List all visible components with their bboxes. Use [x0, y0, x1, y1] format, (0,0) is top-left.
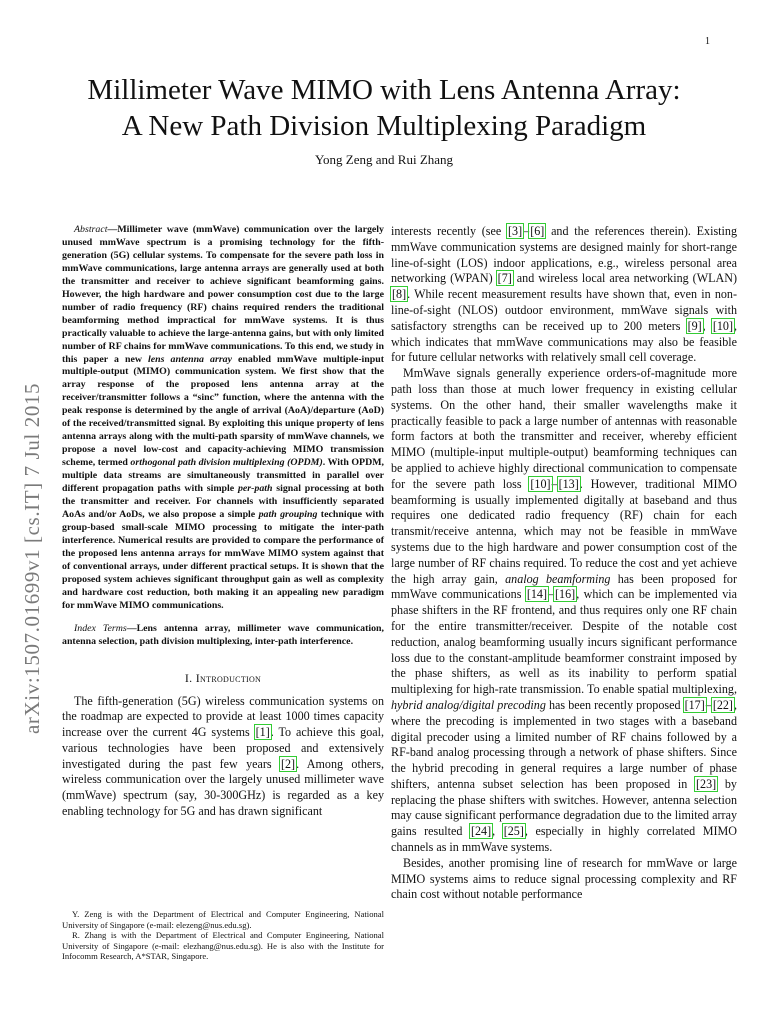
citation-link[interactable]: [17]	[684, 697, 705, 712]
abstract-emphasis: path grouping	[258, 508, 318, 520]
footnote-author-2: R. Zhang is with the Department of Electrical and Computer Engineering, National University of Singapore (e-mail: elezhang@nus.edu.sg). He is also with the Institute for Infocomm Research, A*STAR, Singapore.	[62, 930, 384, 962]
body-text: has been proposed for mmWave communications	[391, 571, 737, 602]
citation-link[interactable]: [10]	[530, 476, 551, 491]
body-text: MmWave signals generally experience orders-of-magnitude more path loss than those at much lower frequency in existing cellular systems. On the other hand, their smaller wavelengths make it practically feasible to pack a large number of antennas with reasonable form factors at both the transmitter and receiver, whereby efficient MIMO (multiple-input multiple-output) beamforming techniques can be applied to achieve highly directional communication to compensate for the severe path loss	[391, 366, 737, 491]
body-text: has been recently proposed	[545, 697, 684, 712]
body-text: by replacing the phase shifters with switches. However, antenna selection may cause significant performance degradation due to the limited array gains resulted	[391, 776, 737, 839]
title-line-1: Millimeter Wave MIMO with Lens Antenna Array:	[87, 74, 681, 106]
citation-link[interactable]: [1]	[255, 725, 270, 740]
citation-link[interactable]: [8]	[392, 287, 407, 302]
citation-link[interactable]: [9]	[687, 318, 702, 333]
citation-link[interactable]: [25]	[503, 824, 524, 839]
author-list: Yong Zeng and Rui Zhang	[314, 152, 454, 167]
intro-paragraph	[62, 694, 384, 820]
index-terms-label: Index Terms	[74, 622, 127, 634]
title-line-2: A New Path Division Multiplexing Paradigm	[121, 110, 647, 142]
abstract-text: technique with group-based small-scale MIMO processing to mitigate the inter-path interference. Numerical results are provided to compare the performance of the proposed lens antenna arrays for mmWave MIMO system against that of conventional arrays, under different practical setups. It is shown that the proposed system achieves significant throughput gain as well as complexity and hardware cost reduction, both making it an appealing new paradigm for mmWave MIMO communications.	[62, 508, 384, 611]
body-text: , where the precoding is implemented in two stages with a baseband digital precoder using a limited number of RF chains followed by a RF-band analog processing through a network of phase shifters. Since the hybrid precoding in general requires a large number of phase shifters, antenna subset selection has been proposed in	[391, 697, 737, 791]
section-heading: I. Introduction	[184, 670, 262, 685]
page-number: 1	[705, 36, 710, 47]
body-text: , which indicates that mmWave communications may also be feasible for future cellular networks with relatively small cell coverage.	[391, 318, 738, 365]
citation-link[interactable]: [7]	[497, 271, 512, 286]
right-column	[391, 224, 737, 903]
emphasis-text: hybrid analog/digital precoding	[391, 697, 546, 712]
body-text: –	[523, 224, 530, 238]
citation-link[interactable]: [22]	[712, 697, 733, 712]
body-text: and wireless local area networking (WLAN)	[512, 271, 737, 286]
abstract-label: Abstract	[74, 224, 108, 235]
body-text: –	[547, 587, 555, 602]
abstract-emphasis: per-path	[237, 483, 273, 495]
citation-link[interactable]: [14]	[526, 587, 547, 602]
abstract-text: enabled mmWave multiple-input multiple-output (MIMO) communication system. We first show that the array response of the proposed lens antenna array at the receiver/transmitter follows a “sinc” function, where the antenna with the peak response is determined by the angle of arrival (AoA)/departure (AoD) of the received/transmitted signal. By exploiting this unique property of lens antenna arrays along with the multi-path sparsity of mmWave channels, we propose a novel low-cost and capacity-achieving MIMO transmission scheme, termed	[62, 353, 385, 469]
abstract	[62, 224, 384, 613]
body-text: , especially in highly correlated MIMO channels as in mmWave systems.	[391, 824, 737, 855]
citation-link[interactable]: [2]	[280, 756, 296, 771]
body-text: ,	[702, 318, 712, 333]
paper-title	[40, 72, 728, 144]
abstract-text: . With OPDM, multiple data streams are simultaneously transmitted in parallel over different propagation paths with simple	[62, 457, 384, 495]
citation-link[interactable]: [6]	[530, 224, 545, 238]
arxiv-identifier: arXiv:1507.01699v1 [cs.IT] 7 Jul 2015	[20, 382, 44, 734]
body-paragraph	[391, 366, 737, 856]
emphasis-text: analog beamforming	[505, 571, 611, 586]
body-text: . Among others, wireless communication over the largely unused millimeter wave (mmWave) spectrum (say, 30-300GHz) is regarded as a key enabling technology for 5G and has drawn significant	[62, 756, 384, 819]
index-terms-text: —Lens antenna array, millimeter wave communication, antenna selection, path division multiplexing, inter-path interference.	[62, 622, 385, 647]
citation-link[interactable]: [16]	[555, 587, 576, 602]
body-text: . To achieve this goal, various technologies have been proposed and extensively investigated during the past few years	[62, 725, 385, 771]
citation-link[interactable]: [13]	[558, 476, 579, 491]
body-text: –	[551, 476, 558, 491]
abstract-emphasis: orthogonal path division multiplexing (OPDM)	[130, 457, 323, 469]
body-text: . While recent measurement results have shown that, even in non-line-of-sight (NLOS) outdoor environment, mmWave signals with satisfactory strengths can be received up to 200 meters	[391, 287, 737, 333]
citation-link[interactable]: [3]	[508, 224, 523, 238]
left-column	[62, 224, 384, 820]
body-text: –	[705, 697, 712, 712]
abstract-text: signal processing at both the transmitter and receiver. For channels with insufficiently separated AoAs and/or AoDs, we also propose a simple	[62, 483, 384, 520]
footnotes	[62, 909, 384, 962]
body-text: , which can be implemented via phase shifters in the RF frontend, and thus requires only one RF chain for the entire transmitter/receiver. Despite of the notable cost reduction, analog beamforming usually incurs significant performance loss due to the constant-amplitude beamformer constraint imposed by the phase shifters, as well as its inability to perform spatial multiplexing for high-rate transmission. To enable spatial multiplexing,	[391, 587, 737, 697]
body-text: ,	[492, 824, 503, 839]
body-paragraph	[391, 224, 737, 366]
citation-link[interactable]: [24]	[470, 824, 492, 839]
citation-link[interactable]: [10]	[712, 318, 733, 333]
body-text: The fifth-generation (5G) wireless communication systems on the roadmap are expected to provide at least 1000 times capacity increase over the current 4G systems	[62, 693, 384, 740]
body-text: . However, traditional MIMO beamforming is usually implemented digitally at baseband and thus requires one dedicated radio frequency (RF) chain for each transmit/receive antenna, which may not be feasible in mmWave systems due to the high hardware and power consumption cost of the large number of RF chains required. To reduce the cost and yet achieve the high array gain,	[391, 476, 737, 586]
body-text: interests recently (see	[391, 224, 508, 238]
footnote-author-1: Y. Zeng is with the Department of Electrical and Computer Engineering, National University of Singapore (e-mail: elezeng@nus.edu.sg).	[62, 909, 384, 930]
abstract-text: —Millimeter wave (mmWave) communication over the largely unused mmWave spectrum is a promising technology for the fifth-generation (5G) cellular systems. To compensate for the severe path loss in mmWave communications, large antenna arrays are generally used at both the transmitter and receiver to achieve significant beamforming gains. However, the high hardware and power consumption cost due to the large number of radio frequency (RF) chains required renders the traditional beamforming method impractical for mmWave systems. It is thus practically valuable to achieve the large-antenna gains, but with only limited number of RF chains for mmWave communications. To this end, we study in this paper a new	[62, 224, 384, 365]
body-paragraph	[391, 856, 737, 903]
abstract-emphasis: lens antenna array	[148, 353, 232, 365]
body-text: and the references therein). Existing mmWave communication systems are designed mainly for short-range line-of-sight (LOS) indoor applications, e.g., wireless personal area networking (WPAN)	[391, 224, 737, 286]
index-terms	[62, 623, 384, 649]
body-text: Besides, another promising line of research for mmWave or large MIMO systems aims to reduce signal processing complexity and RF chain cost without notable performance	[391, 855, 737, 902]
citation-link[interactable]: [23]	[696, 776, 717, 791]
